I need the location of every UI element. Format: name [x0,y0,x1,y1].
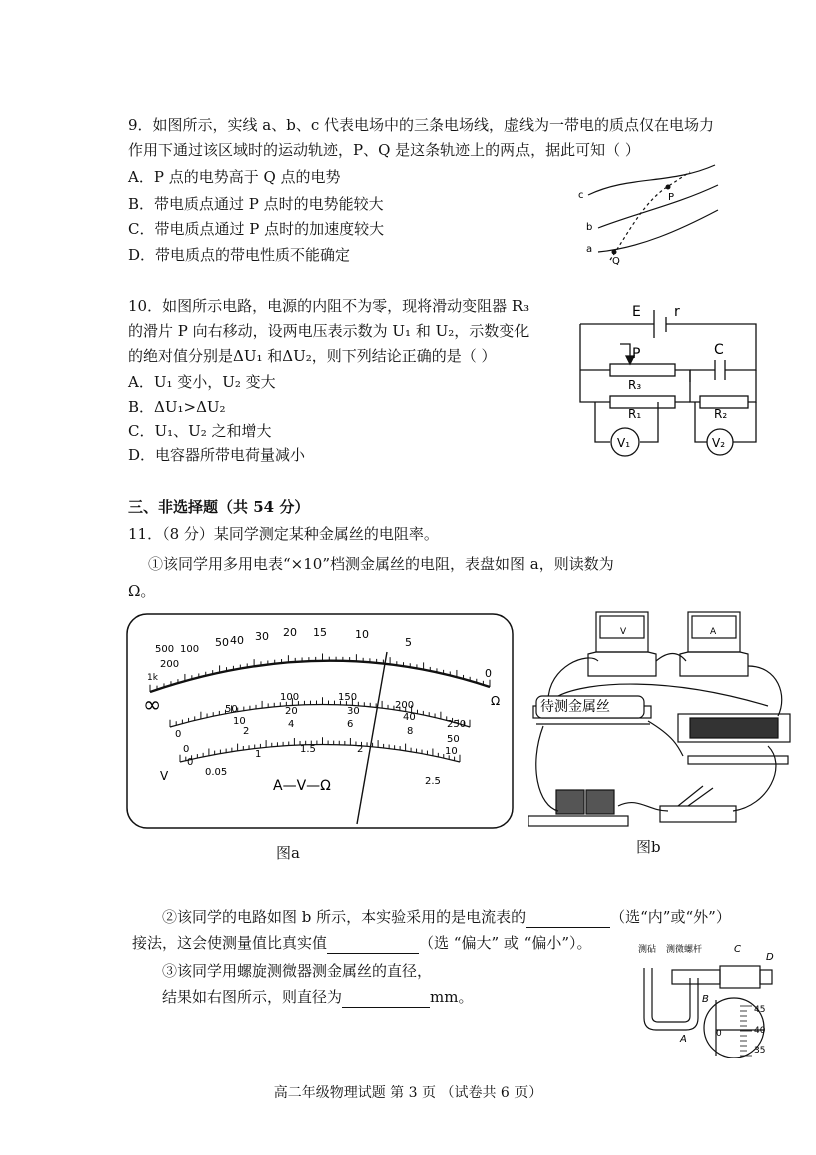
q11-part2-text-d: （选 “偏大” 或 “偏小”）。 [419,934,592,952]
mid2-tick-6: 6 [347,719,354,730]
q10-label-c: C [714,342,724,358]
ac-tick-005: 0.05 [205,767,228,778]
figure-b-voltmeter-label: V [620,627,627,637]
q11-answer-blank-bias[interactable] [327,937,419,954]
figure-a-meter-dial [125,612,517,832]
q11-part2-text-c: 接法，这会使测量值比真实值 [132,934,328,952]
q11-part2-text-b: （选“内”或“外”） [610,908,731,926]
q9-option-a: A．P 点的电势高于 Q 点的电势 [128,168,341,186]
dc-tick-150: 150 [338,692,358,703]
figure-b-wire-label: 待测金属丝 [540,699,610,715]
ohm-tick-20: 20 [283,626,297,639]
q10-option-a: A．U₁ 变小，U₂ 变大 [128,373,276,391]
q9-option-b: B．带电质点通过 P 点时的电势能较大 [128,195,384,213]
q10-stem-line2: 的滑片 P 向右移动，设两电压表示数为 U₁ 和 U₂，示数变化 [128,322,530,340]
q9-label-q: Q [612,256,620,265]
micrometer-label-c: C [734,944,741,955]
mid2-tick-8: 8 [407,726,414,737]
q11-part1-line2: Ω。 [128,582,156,600]
q10-label-r3: R₃ [628,378,642,392]
mid1-tick-30: 30 [347,706,360,717]
q11-part3-text-c: mm。 [430,988,474,1006]
micrometer-tick-45: 45 [754,1005,766,1015]
figure-b-caption: 图b [636,838,661,856]
q9-stem-line2: 作用下通过该区域时的运动轨迹，P、Q 是这条轨迹上的两点，据此可知（ ） [128,141,640,159]
micrometer-label-d: D [766,952,774,963]
ohm-tick-5: 5 [405,636,412,649]
micrometer-figure [636,938,786,1058]
dial-label: A—V—Ω [273,778,331,794]
q9-option-d: D．带电质点的带电性质不能确定 [128,246,351,264]
ohm-tick-500: 500 [155,644,175,655]
q10-stem-line3: 的绝对值分别是ΔU₁ 和ΔU₂，则下列结论正确的是（ ） [128,347,497,365]
mid2-tick-4: 4 [288,719,295,730]
q9-stem-line1: 9．如图所示，实线 a、b、c 代表电场中的三条电场线，虚线为一带电的质点仅在电场力 [128,116,715,134]
ohm-tick-30: 30 [255,630,269,643]
q9-field-figure [570,160,720,265]
ohm-tick-0: 0 [485,667,492,680]
q9-option-c: C．带电质点通过 P 点时的加速度较大 [128,220,385,238]
q11-answer-blank-inner-outer[interactable] [526,911,610,928]
mid-tick-0b: 0 [183,744,190,755]
q11-part3-line1: ③该同学用螺旋测微器测金属丝的直径， [162,962,433,980]
figure-b-apparatus [528,606,792,831]
section-3-title: 三、非选择题（共 54 分） [128,498,310,516]
mid2-tick-2: 2 [243,726,250,737]
ohm-tick-100: 100 [180,644,200,655]
ohm-unit-label: Ω [491,694,501,708]
ohm-tick-1k: 1k [147,673,158,683]
page-footer: 高二年级物理试题 第 3 页 （试卷共 6 页） [273,1085,543,1101]
micrometer-label-a: A [680,1034,687,1045]
q10-option-d: D．电容器所带电荷量减小 [128,446,306,464]
q9-label-a: a [586,244,593,255]
q11-stem: 11．（8 分）某同学测定某种金属丝的电阻率。 [128,525,439,543]
q10-label-e: E [632,304,641,320]
ac-tick-2: 2 [357,744,364,755]
micrometer-label-b: B [702,994,709,1005]
q10-label-r2: R₂ [714,407,728,421]
q10-label-r: r [674,304,680,320]
q9-label-b: b [586,222,593,233]
ac-v-label: V [160,769,169,783]
ohm-infinity-mark: ∞ [143,693,162,718]
ac-tick-25: 2.5 [425,776,441,787]
q10-label-v1: V₁ [617,436,631,450]
micrometer-label-spindle: 测微螺杆 [666,945,703,955]
dc-tick-250: 250 [447,719,467,730]
q9-label-p: P [668,192,675,203]
q10-option-c: C．U₁、U₂ 之和增大 [128,422,272,440]
q11-part2-line1 [162,906,731,928]
q10-label-p: P [632,346,641,362]
micrometer-tick-35: 35 [754,1046,766,1056]
dc-tick-100: 100 [280,692,300,703]
mid2-tick-10: 10 [445,746,458,757]
ohm-tick-200: 200 [160,659,180,670]
ohm-tick-15: 15 [313,626,327,639]
micrometer-label-anvil: 测砧 [638,945,657,955]
ohm-tick-10: 10 [355,628,369,641]
q11-part2-line2 [132,932,592,954]
figure-b-ammeter-label: A [710,627,717,637]
ohm-tick-40: 40 [230,634,244,647]
q11-part3-text-b: 结果如右图所示，则直径为 [162,988,343,1006]
q10-option-b: B．ΔU₁>ΔU₂ [128,398,226,416]
q11-part3-line2 [162,986,473,1008]
q11-answer-blank-diameter[interactable] [342,991,430,1008]
mid1-tick-40: 40 [403,712,416,723]
figure-a-caption: 图a [276,844,300,862]
q11-part1-line1: ①该同学用多用电表“×10”档测金属丝的电阻，表盘如图 a，则读数为 [148,555,614,573]
mid1-tick-50: 50 [225,704,238,715]
q9-label-c: c [578,190,584,201]
ac-tick-0: 0 [187,757,194,768]
q10-label-v2: V₂ [712,436,726,450]
ac-tick-15: 1.5 [300,744,316,755]
q10-circuit-figure [570,292,770,472]
mid-tick-0a: 0 [175,729,182,740]
meter-pointer [357,652,387,824]
micrometer-tick-40: 40 [754,1026,766,1036]
q10-label-r1: R₁ [628,407,642,421]
ohm-tick-50: 50 [215,636,229,649]
mid1-tick-50b: 50 [447,734,460,745]
q11-part2-text-a: ②该同学的电路如图 b 所示，本实验采用的是电流表的 [162,908,527,926]
micrometer-zero: 0 [716,1029,722,1039]
q10-stem-line1: 10．如图所示电路，电源的内阻不为零，现将滑动变阻器 R₃ [128,297,530,315]
mid1-tick-20: 20 [285,706,298,717]
ac-tick-1: 1 [255,749,262,760]
mid1-tick-10: 10 [233,716,246,727]
dc-tick-200: 200 [395,700,415,711]
